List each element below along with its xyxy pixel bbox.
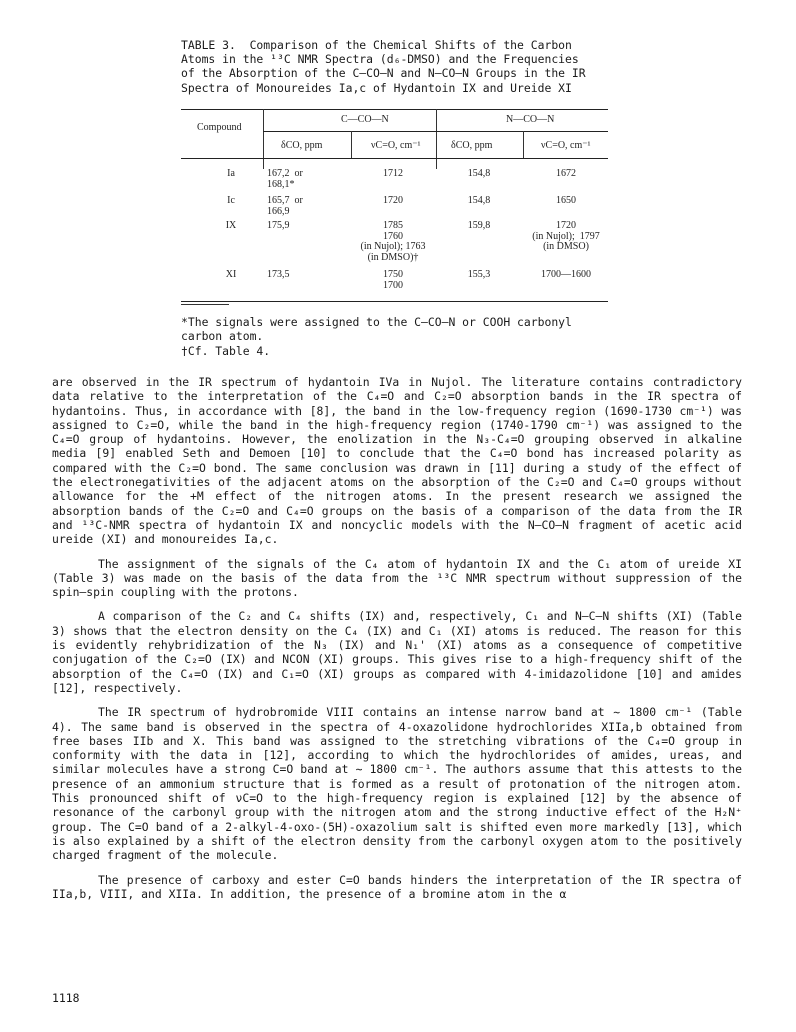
table-cell: XI bbox=[225, 269, 237, 280]
table-cell: 159,8 bbox=[467, 220, 491, 231]
header-divider bbox=[351, 131, 352, 158]
table-cell: 155,3 bbox=[467, 269, 491, 280]
page-number: 1118 bbox=[52, 991, 80, 1005]
paragraph: are observed in the IR spectrum of hydantoin IVa in Nujol. The literature contains contradictory data relative to the interpretation of the C₄=O and C₂=O absorption bands in the IR spectra of hydantoins. Thus, in accordance with [8], the band in the low-frequency region (1690-1730 cm⁻¹) was assigned to C₂=O, while the band in the high-frequency region (1740-1790 cm⁻¹) was assigned to the C₄=O group of hydantoins. However, the enolization in the N₃-C₄=O grouping observed in alkaline media [9] enabled Seth and Demoen [10] to conclude that the C₄=O bond has increased polarity as compared with the C₂=O bond. The same conclusion was drawn in [11] during a study of the effect of the electronegativities of the adjacent atoms on the absorption of the C₂=O and C₄=O groups without allowance for the +M effect of the nitrogen atoms. In the present research we assigned the absorption bands of the C₂=O and C₄=O groups on the basis of a comparison of the data from the IR and ¹³C-NMR spectra of hydantoin IX and noncyclic models with the N—CO—N fragment of acetic acid ureide (XI) and monoureides Ia,c. bbox=[52, 375, 742, 547]
header-group-n-co-n: N—CO—N bbox=[506, 114, 555, 125]
subheader-nu-co: νC=O, cm⁻¹ bbox=[371, 140, 421, 151]
table-cell: 175,9 bbox=[267, 220, 290, 231]
table-cell: 1700—1600 bbox=[541, 269, 591, 280]
table-cell: Ia bbox=[227, 168, 235, 179]
paragraph: The assignment of the signals of the C₄ atom of hydantoin IX and the C₁ atom of ureide XI (Table 3) was made on the basis of the data from the ¹³C NMR spectrum without suppression of the spin—spin coupling with the protons. bbox=[52, 556, 742, 600]
subheader-delta-co: δCO, ppm bbox=[451, 140, 493, 151]
table-top-rule bbox=[181, 109, 608, 110]
header-bottom-rule bbox=[181, 158, 608, 159]
table-footnotes bbox=[181, 316, 621, 358]
table-cell: 154,8 bbox=[467, 195, 491, 206]
table-cell: 173,5 bbox=[267, 269, 290, 280]
footnote-separator bbox=[181, 304, 229, 305]
header-mid-rule bbox=[263, 131, 608, 132]
header-compound: Compound bbox=[197, 122, 242, 133]
paragraph: The IR spectrum of hydrobromide VIII contains an intense narrow band at ∼ 1800 cm⁻¹ (Table 4). The same band is observed in the spectra of 4-oxazolidone hydrochlorides XIIa,b obtained from free bases IIb and X. This band was assigned to the stretching vibrations of the C₄=O group in conformity with the data in [12], according to which the hydrochlorides of amides, ureas, and similar molecules have a strong C=O band at ∼ 1800 cm⁻¹. The authors assume that this attests to the presence of an ammonium structure that is formed as a result of protonation of the nitrogen atom. This pronounced shift of νC=O to the high-frequency region is explained [12] by the absence of resonance of the carbonyl group with the nitrogen atom and the strong inductive effect of the H₂N⁺ group. The C=O band of a 2-alkyl-4-oxo-(5H)-oxazolium salt is shifted even more markedly [13], which is also explained by a shift of the electron density from the carbonyl oxygen atom to the positively charged fragment of the molecule. bbox=[52, 705, 742, 863]
paragraph: A comparison of the C₂ and C₄ shifts (IX) and, respectively, C₁ and N—C—N shifts (XI) (Table 3) shows that the electron density on the C₄ (IX) and C₁ (XI) atoms is reduced. The reason for this is evidently rehybridization of the N₃ (IX) and N₁' (XI) atoms as a consequence of competitive conjugation of the C₂=O (IX) and NCON (XI) groups. This gives rise to a high-frequency shift of the absorption of the C₄=O (IX) and C₁=O (XI) groups as compared with 4-imidazolidone [10] and amides [12], respectively. bbox=[52, 609, 742, 695]
table-caption: TABLE 3. Comparison of the Chemical Shifts of the Carbon Atoms in the ¹³C NMR Spectra (d₆-DMSO) and the Frequencies of the Absorption of the C—CO—N and N—CO—N Groups in the IR Spectra of Monoureides Ia,c of Hydantoin IX and Ureide XI bbox=[181, 38, 586, 95]
table-cell: 165,7 or 166,9 bbox=[267, 195, 303, 217]
table-cell: IX bbox=[225, 220, 237, 231]
table-cell: 167,2 or 168,1* bbox=[267, 168, 303, 190]
subheader-nu-co: νC=O, cm⁻¹ bbox=[541, 140, 591, 151]
header-divider bbox=[523, 131, 524, 158]
header-divider bbox=[263, 109, 264, 169]
table-cell: 1720 (in Nujol); 1797 (in DMSO) bbox=[532, 220, 600, 252]
paragraph: The presence of carboxy and ester C=O bands hinders the interpretation of the IR spectra of IIa,b, VIII, and XIIa. In addition, the presence of a bromine atom in the α bbox=[52, 872, 742, 901]
table-cell: 154,8 bbox=[467, 168, 491, 179]
subheader-delta-co: δCO, ppm bbox=[281, 140, 323, 151]
table-cell: Ic bbox=[227, 195, 235, 206]
table-cell: 1785 1760 (in Nujol); 1763 (in DMSO)† bbox=[360, 220, 426, 263]
table-cell: 1650 bbox=[556, 195, 576, 206]
table-bottom-rule bbox=[181, 301, 608, 302]
body-text bbox=[52, 375, 742, 911]
footnote-2: †Cf. Table 4. bbox=[181, 343, 271, 358]
table-cell: 1712 bbox=[383, 168, 403, 179]
header-group-c-co-n: C—CO—N bbox=[341, 114, 389, 125]
table-cell: 1720 bbox=[383, 195, 403, 206]
table-cell: 1672 bbox=[556, 168, 576, 179]
header-divider bbox=[436, 109, 437, 169]
footnote-1: *The signals were assigned to the C—CO—N or COOH carbonyl carbon atom. bbox=[181, 315, 572, 344]
table-cell: 1750 1700 bbox=[383, 269, 403, 291]
